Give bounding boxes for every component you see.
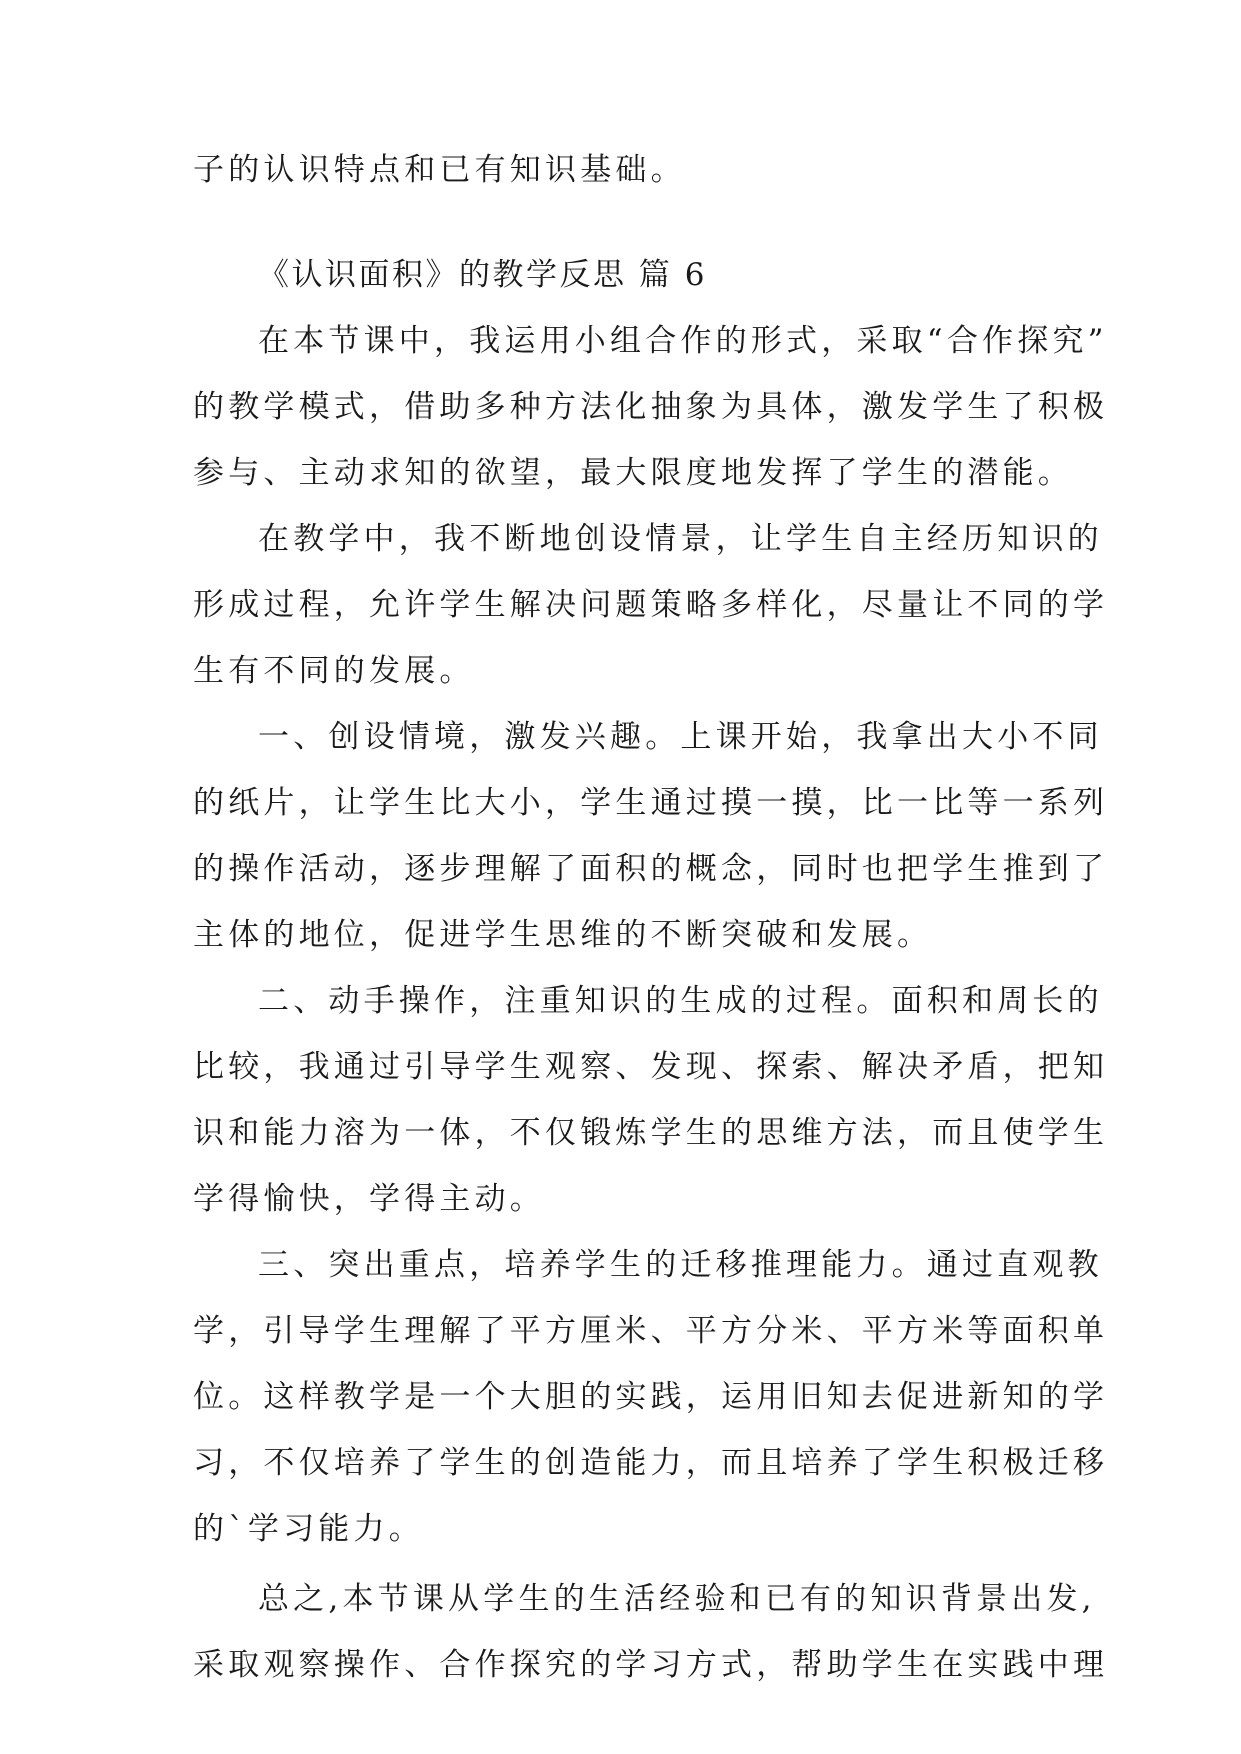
paragraph-1-line-2: 的教学模式，借助多种方法化抽象为具体，激发学生了积极 xyxy=(193,389,1109,425)
paragraph-4-line-2: 比较，我通过引导学生观察、发现、探索、解决矛盾，把知 xyxy=(193,1049,1109,1085)
paragraph-5-line-1: 三、突出重点，培养学生的迁移推理能力。通过直观教 xyxy=(258,1247,1103,1283)
paragraph-1-line-3: 参与、主动求知的欲望，最大限度地发挥了学生的潜能。 xyxy=(193,455,1073,491)
paragraph-2-line-2: 形成过程，允许学生解决问题策略多样化，尽量让不同的学 xyxy=(193,587,1109,623)
paragraph-6-line-1: 总之,本节课从学生的生活经验和已有的知识背景出发, xyxy=(258,1581,1096,1617)
continuation-line: 子的认识特点和已有知识基础。 xyxy=(193,152,686,188)
paragraph-1-line-1: 在本节课中，我运用小组合作的形式，采取“合作探究” xyxy=(258,323,1108,359)
paragraph-4-line-1: 二、动手操作，注重知识的生成的过程。面积和周长的 xyxy=(258,983,1103,1019)
section-title: 《认识面积》的教学反思 篇 6 xyxy=(258,257,707,293)
paragraph-4-line-3: 识和能力溶为一体，不仅锻炼学生的思维方法，而且使学生 xyxy=(193,1115,1109,1151)
paragraph-5-line-3: 位。这样教学是一个大胆的实践，运用旧知去促进新知的学 xyxy=(193,1379,1109,1415)
paragraph-3-line-4: 主体的地位，促进学生思维的不断突破和发展。 xyxy=(193,917,933,953)
paragraph-3-line-2: 的纸片，让学生比大小，学生通过摸一摸，比一比等一系列 xyxy=(193,785,1109,821)
paragraph-4-line-4: 学得愉快，学得主动。 xyxy=(193,1181,545,1217)
paragraph-6-line-2: 采取观察操作、合作探究的学习方式，帮助学生在实践中理 xyxy=(193,1647,1109,1683)
paragraph-5-line-4: 习，不仅培养了学生的创造能力，而且培养了学生积极迁移 xyxy=(193,1445,1109,1481)
paragraph-5-line-2: 学，引导学生理解了平方厘米、平方分米、平方米等面积单 xyxy=(193,1313,1109,1349)
paragraph-2-line-3: 生有不同的发展。 xyxy=(193,653,475,689)
paragraph-5-line-5: 的`学习能力。 xyxy=(193,1511,424,1547)
paragraph-2-line-1: 在教学中，我不断地创设情景，让学生自主经历知识的 xyxy=(258,521,1103,557)
paragraph-3-line-3: 的操作活动，逐步理解了面积的概念，同时也把学生推到了 xyxy=(193,851,1109,887)
paragraph-3-line-1: 一、创设情境，激发兴趣。上课开始，我拿出大小不同 xyxy=(258,719,1103,755)
